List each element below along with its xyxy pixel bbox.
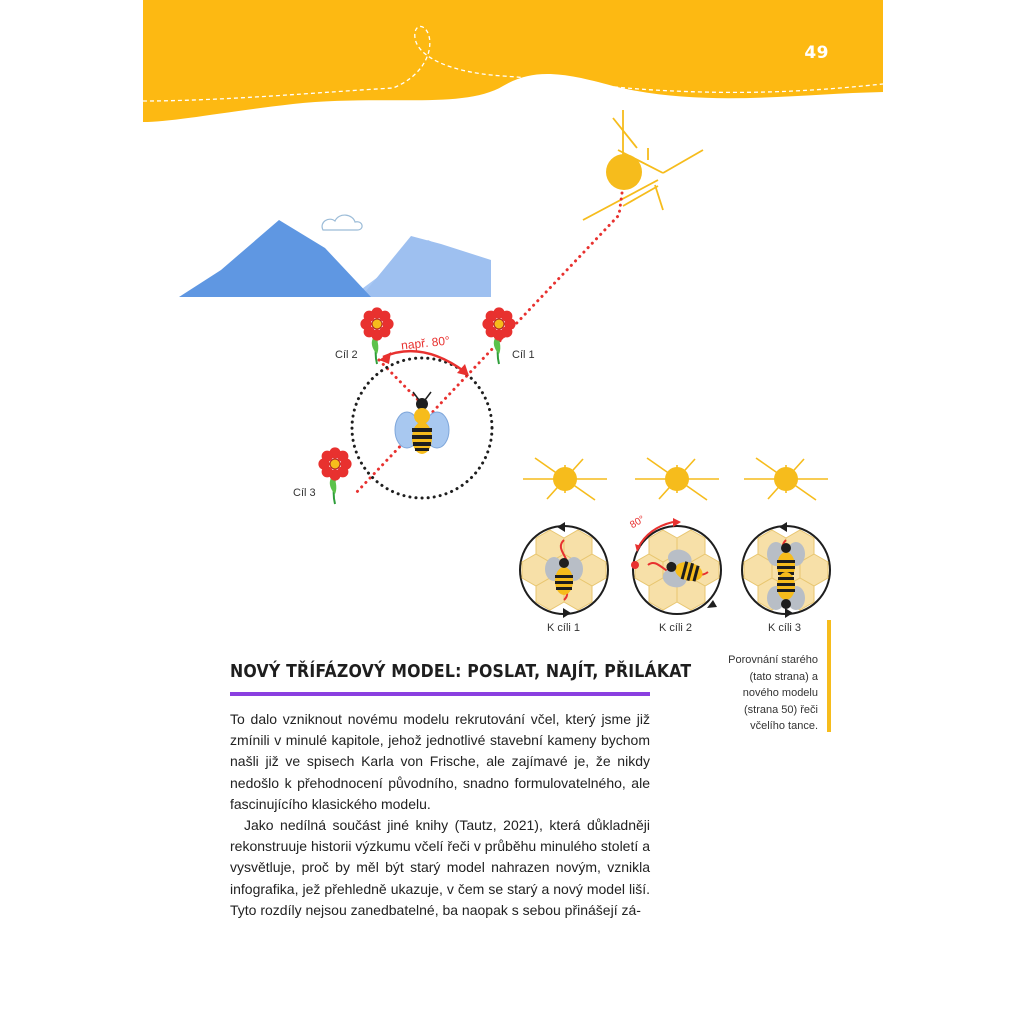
section-heading: NOVÝ TŘÍFÁZOVÝ MODEL: POSLAT, NAJÍT, PŘILÁKAT [230,662,692,682]
small-sun-3-icon [744,458,828,500]
mountains [179,215,491,297]
dance-diagram-1 [520,522,608,618]
dance-caption-2: K cíli 2 [659,622,693,634]
waggle-dance-illustration [143,0,883,650]
heading-rule [230,692,650,696]
angle-arrow [383,351,465,372]
page-number: 49 [804,43,829,63]
flower-target-1-icon [482,307,515,364]
sidenote-bar [827,620,831,732]
small-sun-2-icon [635,458,719,500]
dance-diagram-3 [742,522,830,618]
dance-diagram-2 [631,518,721,614]
target-1-label: Cíl 1 [512,349,535,361]
dance-caption-3: K cíli 3 [768,622,802,634]
sidenote: Porovnání starého (tato strana) a nového modelu (strana 50) řeči včelího tance. [728,654,818,732]
sun-direction-line [354,193,622,495]
angle-label: např. 80° [400,333,451,353]
dance-angle-label: 80° [628,513,647,532]
target2-direction-line [379,360,423,405]
sun-icon [583,110,703,220]
small-sun-1-icon [523,458,607,500]
paragraph-1: To dalo vzniknout novému modelu rekrutování včel, který jsme již zmínili v minulé kapitole, jehož jednotlivé stavební kameny bychom našli již ve spisech Karla von Frische, ale zajímavé je, že nikdy nedošlo k přehodnocení původního, snadno formulovatelného, ale fascinujícího klasického modelu. [230,711,650,812]
dance-caption-1: K cíli 1 [547,622,581,634]
target-2-label: Cíl 2 [335,349,358,361]
book-page [143,0,883,1024]
body-text [230,709,650,921]
flower-target-3-icon [318,447,351,504]
target-3-label: Cíl 3 [293,487,316,499]
paragraph-2: Jako nedílná součást jiné knihy (Tautz, 2021), která důkladněji rekonstruuje historii výzkumu včelí řeči v průběhu minulého století a vysvětluje, proč by měl být starý model nahrazen novým, vznikla infografika, jež přehledně ukazuje, v čem se starý a nový model liší. Tyto rozdíly nejsou zanedbatelné, ba naopak s sebou přinášejí zá- [230,817,650,918]
